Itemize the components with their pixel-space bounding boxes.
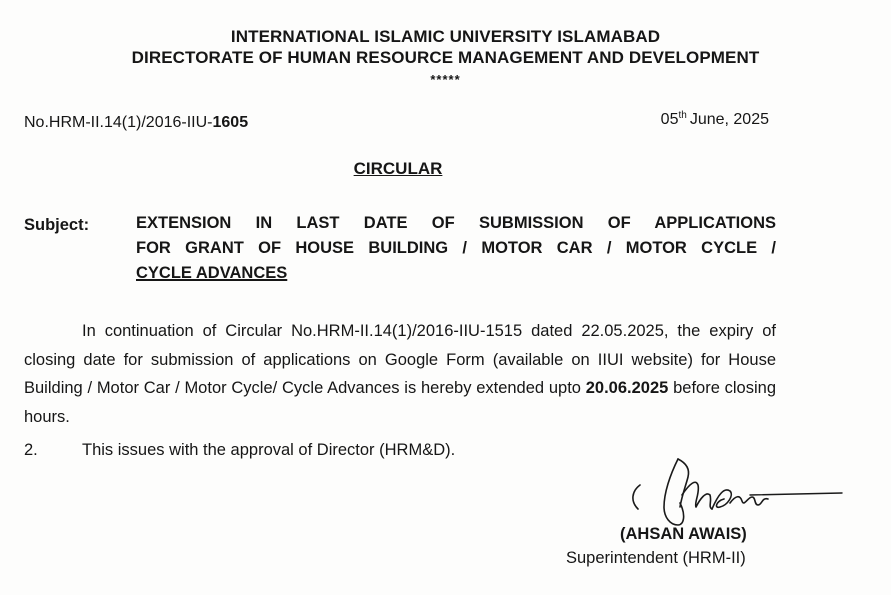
extended-date: 20.06.2025 [585,379,669,397]
paragraph-1 [24,317,776,431]
circular-date [661,110,769,129]
reference-serial: 1605 [212,114,249,131]
reference-prefix: No.HRM-II.14(1)/2016-IIU- [24,114,213,131]
header-separator: ***** [430,72,461,87]
paragraph-1-text: In continuation of Circular No.HRM-II.14(1)/2016-IIU-1515 dated 22.05.2025, the expiry of closing date for submission of applications on Google Form (available on IIUI website) for House Building / Motor Car / Motor Cycle/ Cycle Advances is hereby extended upto [24,322,776,397]
university-name: INTERNATIONAL ISLAMIC UNIVERSITY ISLAMABAD [230,27,661,46]
subject-line-2: FOR GRANT OF HOUSE BUILDING / MOTOR CAR / MOTOR CYCLE / [136,239,776,257]
subject-line-3: CYCLE ADVANCES [136,264,288,282]
paragraph-2-text: This issues with the approval of Director (HRM&D). [82,441,456,459]
date-suffix: th [678,110,687,121]
directorate-name: DIRECTORATE OF HUMAN RESOURCE MANAGEMENT AND DEVELOPMENT [131,48,760,67]
handwritten-signature [620,455,850,535]
date-month-year: June, 2025 [689,111,769,128]
reference-number [24,114,248,132]
date-day: 05 [660,111,679,128]
paragraph-1-closing: before closing hours. [24,379,776,426]
circular-title: CIRCULAR [353,159,443,178]
subject-text [136,211,776,286]
subject-line-1: EXTENSION IN LAST DATE OF SUBMISSION OF APPLICATIONS [136,214,776,232]
subject-label: Subject: [24,216,90,234]
paragraph-2-number: 2. [24,441,38,459]
signatory-name: (AHSAN AWAIS) [620,525,747,543]
signatory-title: Superintendent (HRM-II) [566,549,746,567]
